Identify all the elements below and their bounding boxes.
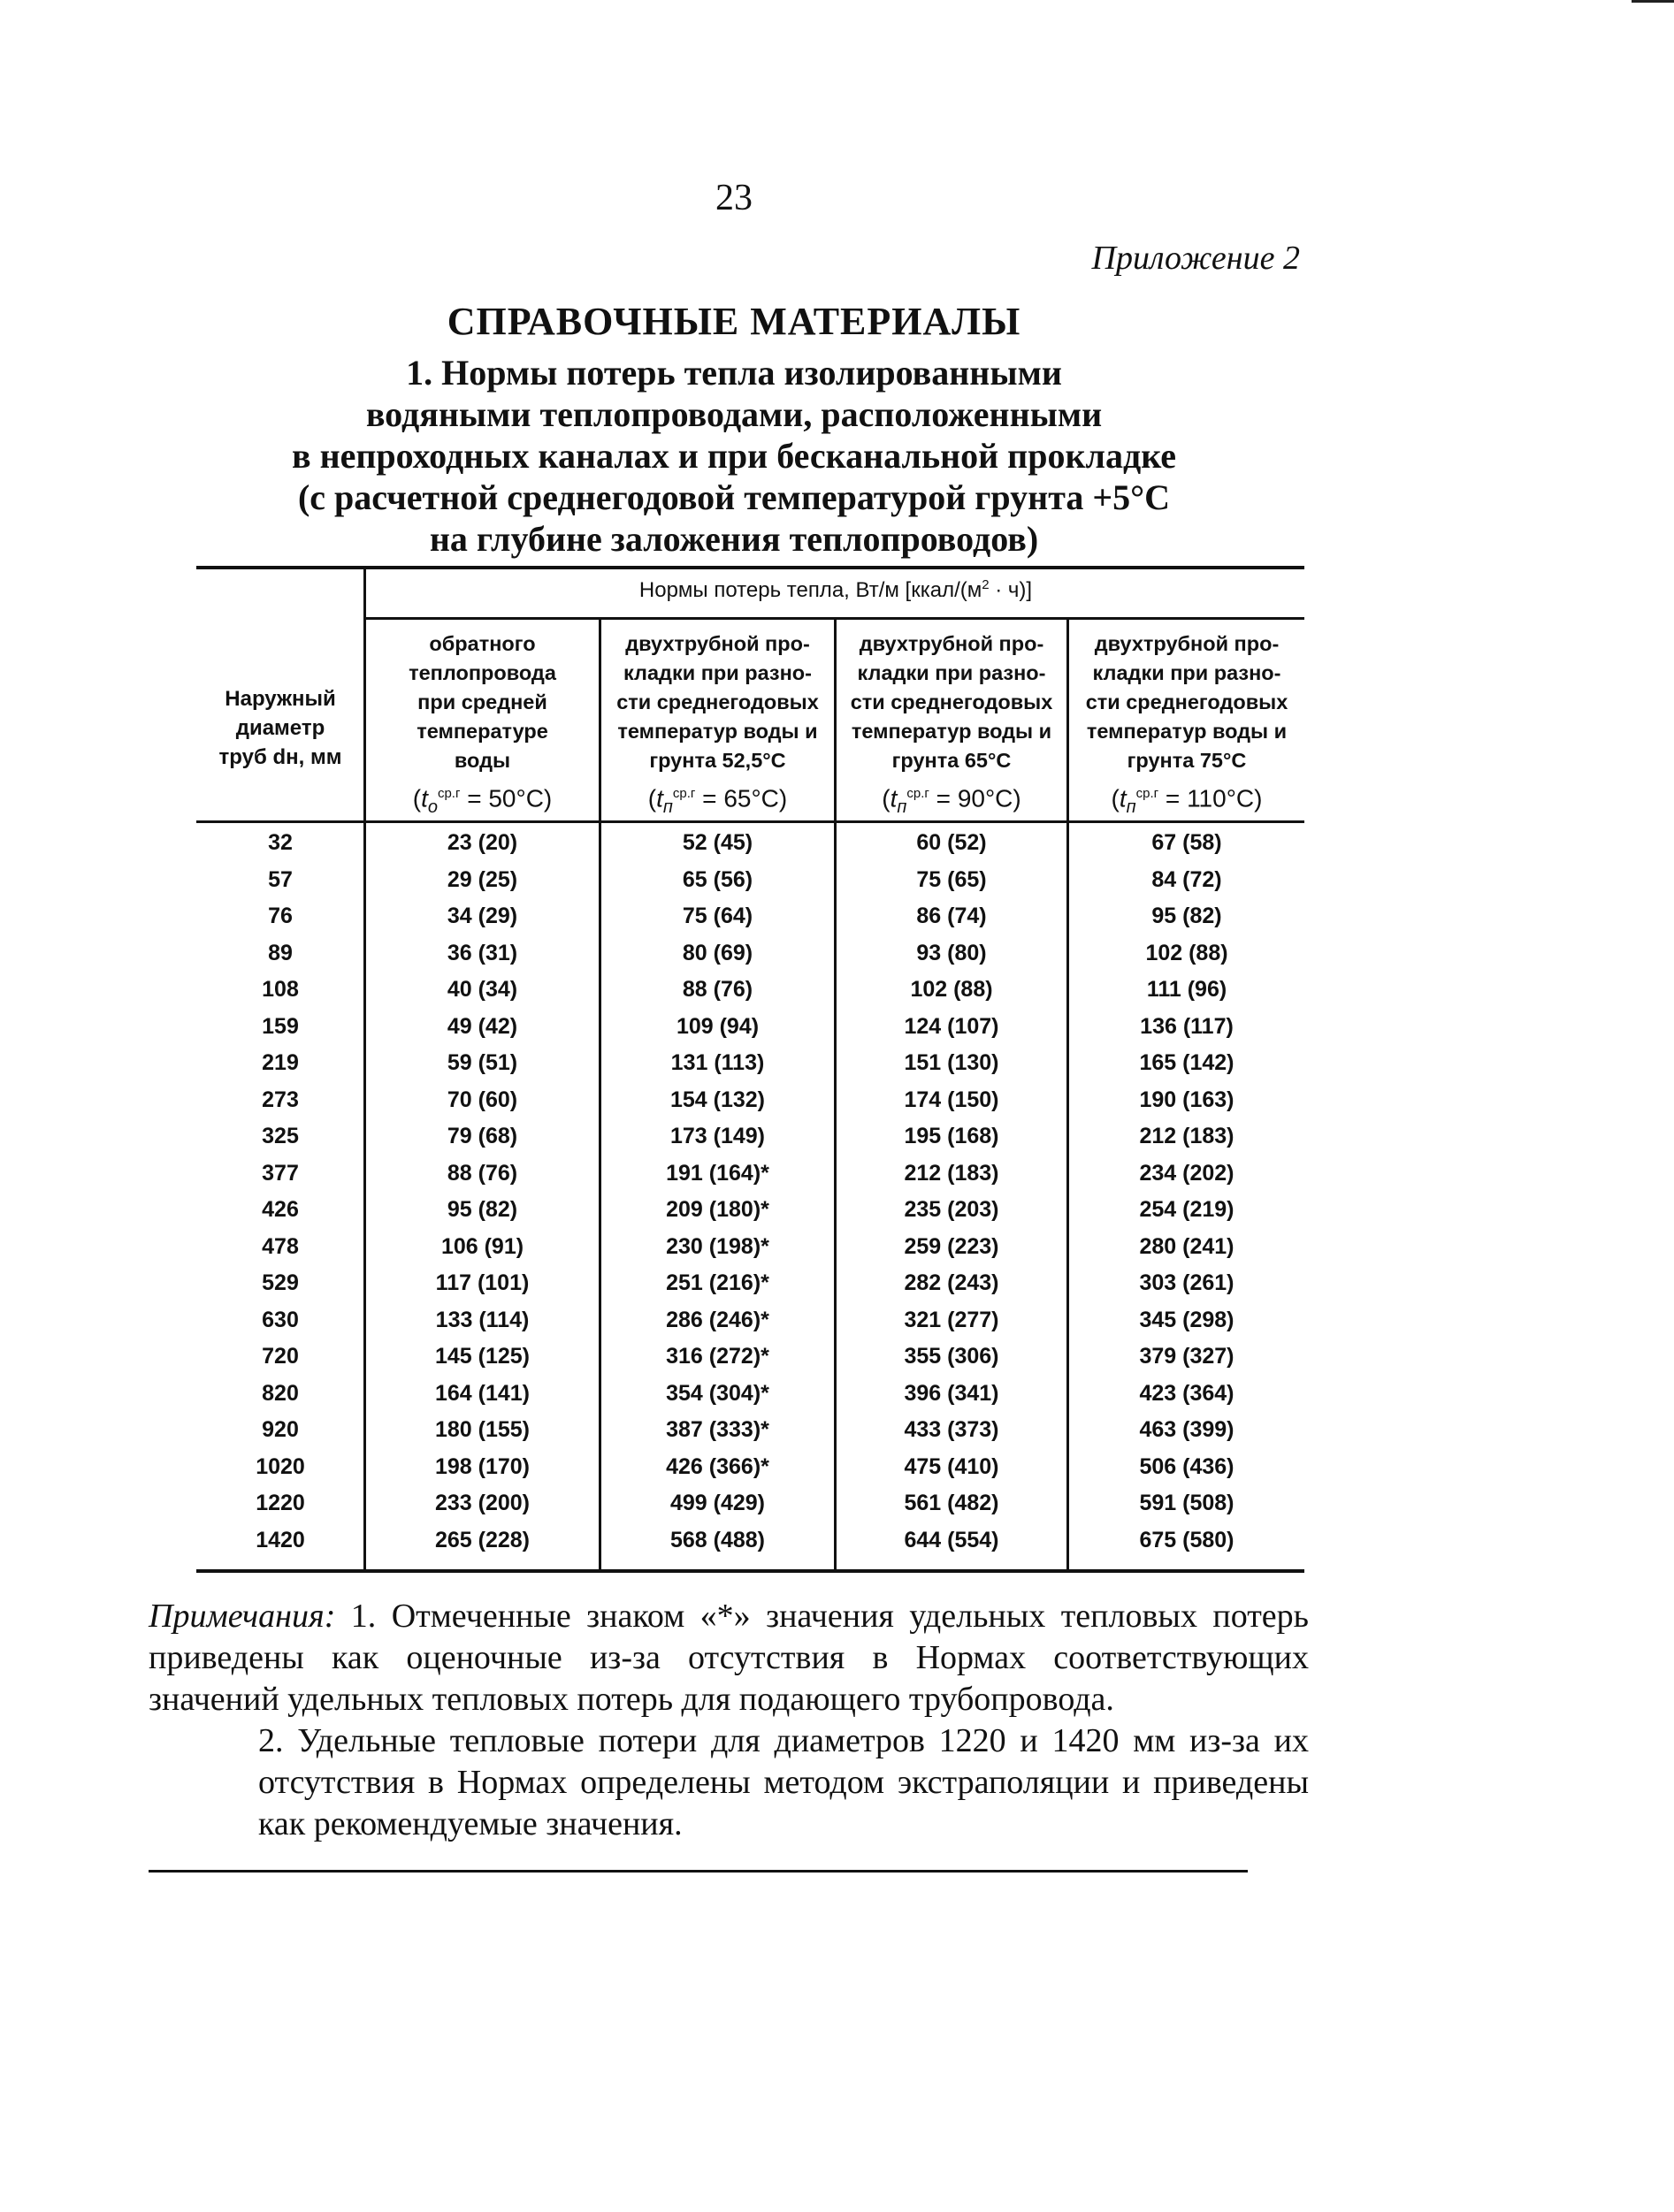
two-pipe-52-cell: 173 (149) [669, 1124, 766, 1148]
column-header-line: воды [454, 749, 511, 772]
column-header-return [366, 629, 599, 822]
diameter-cell: 377 [262, 1160, 299, 1186]
table-row [196, 1491, 1304, 1528]
diameter-cell: 478 [262, 1233, 299, 1259]
table-row [196, 1014, 1304, 1051]
two-pipe-52-cell: 52 (45) [682, 830, 753, 855]
return-pipe-cell: 117 (101) [435, 1270, 530, 1295]
formula-sub: о [427, 797, 438, 817]
table-row [196, 1308, 1304, 1345]
two-pipe-65-cell: 151 (130) [904, 1050, 999, 1075]
return-pipe-cell: 59 (51) [447, 1050, 518, 1075]
diameter-cell: 1220 [256, 1491, 305, 1515]
table-title-line: (с расчетной среднегодовой температурой грунта +5°С [297, 477, 1171, 517]
column-header-line: двухтрубной про- [1094, 632, 1280, 655]
column-header-line: сти среднегодовых [1085, 690, 1288, 713]
table-row [196, 977, 1304, 1014]
table-title [177, 352, 1291, 560]
column-header-line: кладки при разно- [1092, 661, 1281, 684]
return-pipe-cell: 198 (170) [434, 1453, 531, 1479]
diameter-cell: 325 [262, 1124, 299, 1148]
heat-loss-table [196, 566, 1304, 1573]
diameter-cell: 159 [262, 1013, 299, 1039]
diameter-cell: 89 [268, 940, 293, 965]
column-header-two-pipe-65 [837, 629, 1066, 822]
column-header-two-pipe-52 [601, 629, 834, 822]
two-pipe-75-cell: 345 (298) [1139, 1307, 1234, 1332]
column-formula [1069, 779, 1304, 822]
two-pipe-75-cell: 190 (163) [1139, 1087, 1234, 1112]
table-row [196, 904, 1304, 941]
column-header-line: кладки при разно- [857, 661, 1046, 684]
formula-value: = 50°С) [460, 784, 553, 812]
two-pipe-75-cell: 591 (508) [1139, 1491, 1234, 1515]
two-pipe-75-cell: 303 (261) [1139, 1270, 1234, 1295]
diameter-cell: 57 [268, 866, 293, 892]
column-header-line: грунта 75°С [1127, 749, 1247, 772]
return-pipe-cell: 23 (20) [447, 830, 518, 855]
column-formula [601, 779, 834, 822]
formula-value: = 65°С) [695, 784, 788, 812]
two-pipe-75-cell: 234 (202) [1139, 1160, 1234, 1186]
two-pipe-75-cell: 254 (219) [1139, 1197, 1234, 1222]
two-pipe-52-cell: 286 (246)* [666, 1307, 769, 1332]
return-pipe-cell: 164 (141) [434, 1380, 531, 1406]
appendix-label: Приложение 2 [1091, 240, 1300, 277]
column-header-line: кладки при разно- [623, 661, 812, 684]
two-pipe-52-cell: 109 (94) [676, 1013, 760, 1039]
two-pipe-65-cell: 235 (203) [904, 1197, 999, 1222]
two-pipe-52-cell: 75 (64) [682, 904, 753, 928]
diameter-cell: 32 [268, 830, 293, 855]
two-pipe-75-cell: 463 (399) [1139, 1417, 1234, 1442]
notes [149, 1596, 1309, 1845]
formula-sub: п [1126, 797, 1136, 817]
two-pipe-52-cell: 65 (56) [682, 866, 753, 892]
formula-value: = 90°С) [929, 784, 1021, 812]
column-header-line: сти среднегодовых [616, 690, 819, 713]
two-pipe-75-cell: 280 (241) [1139, 1233, 1234, 1259]
two-pipe-52-cell: 88 (76) [682, 977, 753, 1002]
return-pipe-cell: 34 (29) [447, 904, 518, 928]
group-header-suffix: · ч)] [989, 578, 1033, 602]
two-pipe-65-cell: 561 (482) [904, 1491, 999, 1515]
column-formula [366, 779, 599, 822]
table-row [196, 1417, 1304, 1454]
table-row [196, 1161, 1304, 1198]
table-title-line: в непроходных каналах и при бесканальной прокладке [291, 436, 1177, 476]
two-pipe-75-cell: 95 (82) [1151, 904, 1222, 928]
column-header-line: температур воды и [851, 720, 1052, 743]
note-1 [149, 1596, 1309, 1720]
table-row [196, 1234, 1304, 1271]
two-pipe-75-cell: 67 (58) [1151, 830, 1222, 855]
diameter-cell: 630 [262, 1307, 299, 1332]
two-pipe-52-cell: 209 (180)* [666, 1197, 769, 1222]
two-pipe-75-cell: 506 (436) [1139, 1453, 1234, 1479]
two-pipe-75-cell: 675 (580) [1139, 1527, 1234, 1552]
two-pipe-52-cell: 426 (366)* [666, 1453, 769, 1479]
diameter-cell: 1420 [256, 1527, 305, 1552]
two-pipe-65-cell: 75 (65) [916, 866, 987, 892]
two-pipe-65-cell: 195 (168) [904, 1124, 999, 1148]
two-pipe-65-cell: 396 (341) [904, 1380, 999, 1406]
diameter-cell: 273 [262, 1087, 299, 1112]
return-pipe-cell: 40 (34) [447, 977, 518, 1002]
two-pipe-65-cell: 475 (410) [904, 1453, 999, 1479]
table-title-line: на глубине заложения теплопроводов) [429, 519, 1039, 559]
column-header-line: сти среднегодовых [850, 690, 1053, 713]
row-header-line: Наружный [225, 686, 336, 711]
two-pipe-65-cell: 644 (554) [904, 1527, 999, 1552]
note-2 [149, 1720, 1309, 1845]
column-formula [837, 779, 1066, 822]
return-pipe-cell: 79 (68) [447, 1124, 518, 1148]
two-pipe-52-cell: 154 (132) [669, 1087, 766, 1112]
two-pipe-52-cell: 131 (113) [670, 1050, 765, 1075]
two-pipe-65-cell: 60 (52) [916, 830, 987, 855]
row-header-line: труб dн, мм [218, 744, 342, 769]
two-pipe-65-cell: 124 (107) [904, 1013, 999, 1039]
two-pipe-52-cell: 80 (69) [682, 940, 753, 965]
two-pipe-75-cell: 165 (142) [1139, 1050, 1234, 1075]
bottom-rule [149, 1870, 1248, 1873]
return-pipe-cell: 106 (91) [440, 1233, 524, 1259]
formula-symbol: t [421, 784, 428, 812]
two-pipe-75-cell: 111 (96) [1146, 977, 1227, 1002]
formula-value: = 110°С) [1158, 784, 1263, 812]
return-pipe-cell: 88 (76) [447, 1160, 518, 1186]
table-row [196, 1344, 1304, 1381]
two-pipe-65-cell: 259 (223) [904, 1233, 999, 1259]
table-row [196, 1381, 1304, 1418]
formula-sup: ср.г [1135, 786, 1159, 801]
column-header-two-pipe-75 [1069, 629, 1304, 822]
return-pipe-cell: 70 (60) [447, 1087, 518, 1112]
return-pipe-cell: 36 (31) [447, 940, 518, 965]
table-top-rule [196, 566, 1304, 569]
diameter-cell: 219 [262, 1050, 299, 1075]
corner-mark [1632, 0, 1674, 3]
return-pipe-cell: 265 (228) [434, 1527, 531, 1552]
diameter-cell: 108 [262, 977, 299, 1002]
formula-symbol: t [1119, 784, 1127, 812]
two-pipe-52-cell: 316 (272)* [666, 1344, 769, 1369]
formula-sub: п [662, 797, 673, 817]
page-number: 23 [715, 178, 753, 218]
two-pipe-65-cell: 282 (243) [904, 1270, 999, 1295]
two-pipe-75-cell: 136 (117) [1140, 1013, 1234, 1039]
two-pipe-65-cell: 102 (88) [910, 977, 993, 1002]
return-pipe-cell: 29 (25) [447, 866, 518, 892]
two-pipe-65-cell: 174 (150) [904, 1087, 999, 1112]
notes-label: Примечания: [149, 1598, 336, 1635]
table-row [196, 830, 1304, 867]
group-header-sup: 2 [982, 577, 990, 592]
column-header-line: температуре [417, 720, 548, 743]
return-pipe-cell: 95 (82) [447, 1197, 518, 1222]
two-pipe-75-cell: 102 (88) [1145, 940, 1228, 965]
two-pipe-65-cell: 355 (306) [904, 1344, 999, 1369]
table-bottom-rule [196, 1569, 1304, 1573]
two-pipe-65-cell: 321 (277) [904, 1307, 999, 1332]
column-header-line: двухтрубной про- [859, 632, 1044, 655]
two-pipe-52-cell: 568 (488) [669, 1527, 766, 1552]
two-pipe-65-cell: 86 (74) [916, 904, 987, 928]
table-title-line: 1. Нормы потерь тепла изолированными [406, 353, 1062, 393]
row-header-line: диаметр [235, 715, 325, 740]
diameter-cell: 426 [262, 1197, 299, 1222]
table-row [196, 1197, 1304, 1234]
column-header-line: грунта 65°С [891, 749, 1012, 772]
formula-sup: ср.г [906, 786, 929, 801]
two-pipe-52-cell: 230 (198)* [666, 1233, 769, 1259]
two-pipe-65-cell: 212 (183) [904, 1160, 999, 1186]
return-pipe-cell: 133 (114) [435, 1307, 530, 1332]
diameter-cell: 920 [262, 1417, 299, 1442]
formula-open: ( [882, 784, 891, 812]
column-header-line: двухтрубной про- [625, 632, 810, 655]
return-pipe-cell: 180 (155) [434, 1417, 531, 1442]
table-row [196, 941, 1304, 978]
table-row [196, 867, 1304, 904]
column-header-line: температур воды и [1086, 720, 1288, 743]
two-pipe-52-cell: 387 (333)* [666, 1417, 769, 1442]
group-header-text: Нормы потерь тепла, Вт/м [ккал/(м [638, 578, 982, 602]
two-pipe-75-cell: 212 (183) [1139, 1124, 1234, 1148]
return-pipe-cell: 49 (42) [447, 1013, 518, 1039]
column-header-line: грунта 52,5°С [649, 749, 786, 772]
formula-open: ( [647, 784, 657, 812]
diameter-cell: 529 [262, 1270, 299, 1295]
diameter-cell: 1020 [256, 1453, 305, 1479]
page-heading: СПРАВОЧНЫЕ МАТЕРИАЛЫ [447, 300, 1021, 343]
table-row [196, 1087, 1304, 1125]
row-header [196, 635, 364, 820]
table-row [196, 1528, 1304, 1565]
formula-sub: п [897, 797, 907, 817]
formula-symbol: t [656, 784, 663, 812]
diameter-cell: 76 [268, 904, 293, 928]
group-header [367, 577, 1304, 603]
formula-sup: ср.г [672, 786, 696, 801]
column-header-line: обратного [429, 632, 536, 655]
two-pipe-52-cell: 499 (429) [669, 1491, 766, 1515]
two-pipe-75-cell: 423 (364) [1139, 1380, 1234, 1406]
two-pipe-75-cell: 379 (327) [1139, 1344, 1234, 1369]
table-title-line: водяными теплопроводами, расположенными [365, 394, 1103, 434]
two-pipe-52-cell: 251 (216)* [666, 1270, 769, 1295]
note-2-text: 2. Удельные тепловые потери для диаметров 1220 и 1420 мм из-за их отсутствия в Нормах определены методом экстраполяции и приведены как рекомендуемые значения. [258, 1722, 1309, 1842]
formula-open: ( [1111, 784, 1120, 812]
column-header-line: теплопровода [409, 661, 556, 684]
table-row [196, 1050, 1304, 1087]
return-pipe-cell: 145 (125) [434, 1344, 531, 1369]
two-pipe-65-cell: 433 (373) [904, 1417, 999, 1442]
diameter-cell: 820 [262, 1380, 299, 1406]
formula-symbol: t [890, 784, 898, 812]
two-pipe-75-cell: 84 (72) [1151, 866, 1222, 892]
table-row [196, 1270, 1304, 1308]
table-row [196, 1454, 1304, 1491]
return-pipe-cell: 233 (200) [434, 1491, 531, 1515]
column-header-line: температур воды и [617, 720, 818, 743]
two-pipe-52-cell: 191 (164)* [666, 1160, 769, 1186]
formula-open: ( [412, 784, 422, 812]
diameter-cell: 720 [262, 1344, 299, 1369]
formula-sup: ср.г [437, 786, 461, 801]
two-pipe-52-cell: 354 (304)* [666, 1380, 769, 1406]
column-header-line: при средней [417, 690, 547, 713]
two-pipe-65-cell: 93 (80) [916, 940, 987, 965]
table-row [196, 1124, 1304, 1161]
note-1-text: 1. Отмеченные знаком «*» значения удельных тепловых потерь приведены как оценочные из-за отсутствия в Нормах соответствующих значений удельных тепловых потерь для подающего трубопровода. [149, 1598, 1309, 1718]
